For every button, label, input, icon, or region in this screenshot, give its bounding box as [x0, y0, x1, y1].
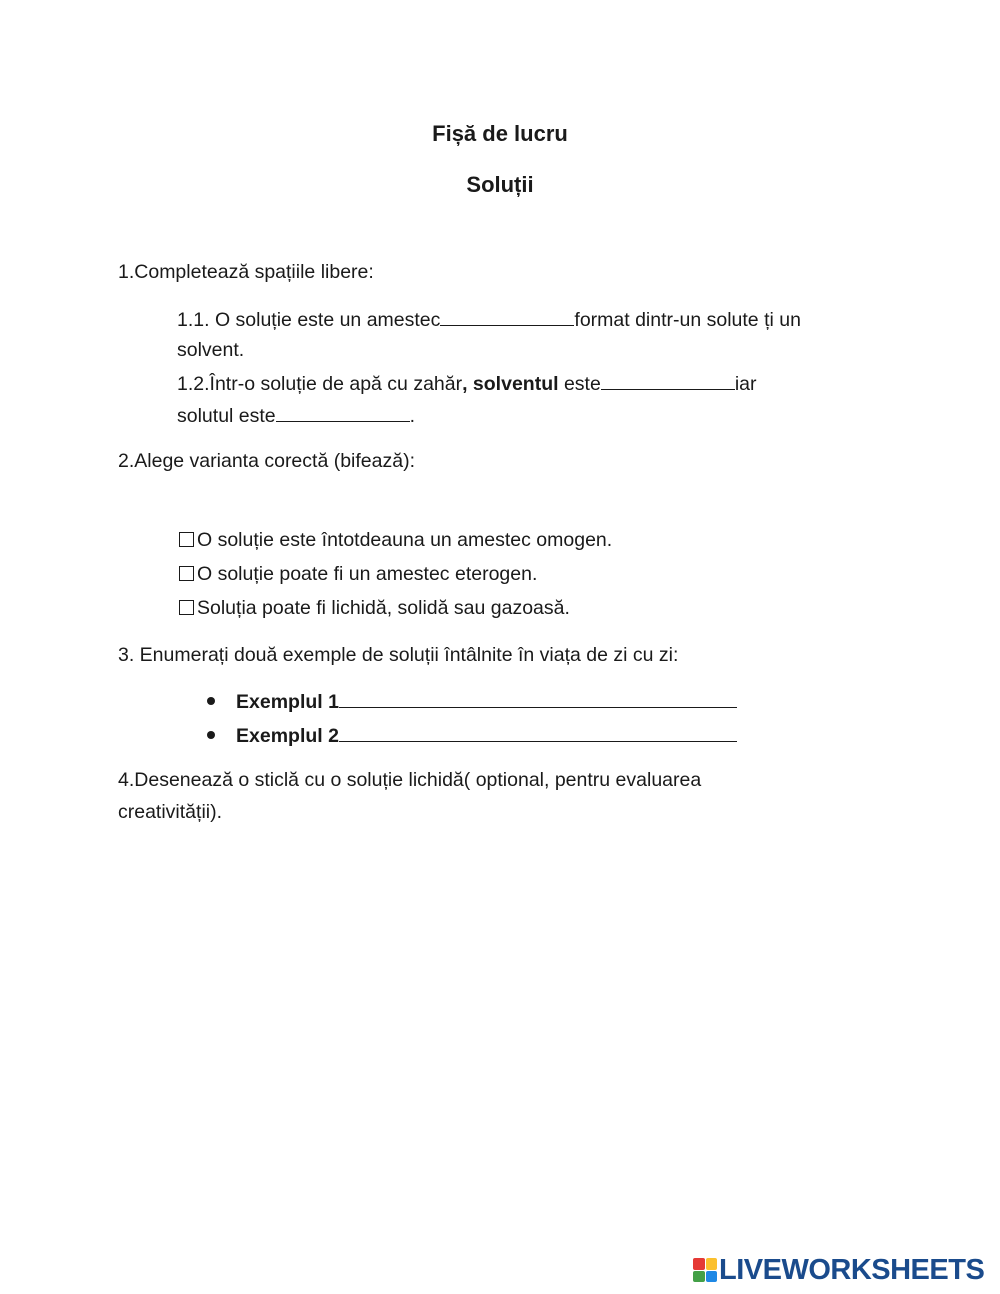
- logo-brand-text: LIVEWORKSHEETS: [719, 1253, 985, 1286]
- question-3-prompt: 3. Enumerați două exemple de soluții întâlnite în viața de zi cu zi:: [118, 644, 679, 666]
- answer-blank-example-1[interactable]: [339, 691, 737, 708]
- question-1-2-text-after: iar: [734, 373, 757, 395]
- page-subtitle: Soluții: [466, 172, 534, 197]
- option-row: [179, 531, 612, 551]
- answer-blank-1-1[interactable]: [440, 309, 574, 326]
- logo-square-yellow: [706, 1258, 718, 1270]
- question-1-1-line: [177, 309, 801, 331]
- option-row: [179, 599, 570, 619]
- question-1-2-wrap: [177, 405, 415, 427]
- question-1-2-text-before: 1.2.Într-o soluție de apă cu zahăr: [177, 373, 463, 395]
- question-1-2-wrap-before: solutul este: [177, 405, 276, 427]
- checkbox[interactable]: [179, 532, 194, 547]
- checkbox[interactable]: [179, 566, 194, 581]
- question-2-prompt: 2.Alege varianta corectă (bifează):: [118, 450, 415, 472]
- example-row: [236, 725, 737, 747]
- question-1-1-text-before: 1.1. O soluție este un amestec: [177, 309, 441, 331]
- example-label: Exemplul 1: [236, 691, 339, 713]
- question-4-prompt-line1: 4.Desenează o sticlă cu o soluție lichidă( optional, pentru evaluarea: [118, 769, 702, 791]
- question-1-2-wrap-after: .: [409, 405, 416, 427]
- logo-square-green: [693, 1271, 705, 1283]
- question-1-2-bold: , solventul: [462, 373, 559, 395]
- question-1-2-line: [177, 373, 756, 395]
- checkbox[interactable]: [179, 600, 194, 615]
- question-1-1-wrap: solvent.: [177, 339, 245, 361]
- page-title: Fișă de lucru: [432, 121, 568, 146]
- logo-square-blue: [706, 1271, 718, 1283]
- question-1-2-text-mid: este: [558, 373, 601, 395]
- example-row: [236, 691, 737, 713]
- logo-squares-icon: [693, 1258, 717, 1282]
- question-1-1-text-after: format dintr-un solute ți un: [574, 309, 801, 331]
- liveworksheets-logo: [693, 1253, 985, 1286]
- bullet-icon: [207, 731, 215, 739]
- answer-blank-1-2a[interactable]: [601, 373, 735, 390]
- option-label: O soluție este întotdeauna un amestec omogen.: [197, 529, 613, 551]
- answer-blank-example-2[interactable]: [339, 725, 737, 742]
- option-row: [179, 565, 537, 585]
- example-label: Exemplul 2: [236, 725, 339, 747]
- bullet-icon: [207, 697, 215, 705]
- question-4-prompt-line2: creativității).: [118, 801, 223, 823]
- option-label: O soluție poate fi un amestec eterogen.: [197, 563, 538, 585]
- logo-square-red: [693, 1258, 705, 1270]
- answer-blank-1-2b[interactable]: [276, 405, 410, 422]
- question-1-prompt: 1.Completează spațiile libere:: [118, 261, 374, 283]
- option-label: Soluția poate fi lichidă, solidă sau gazoasă.: [197, 597, 570, 619]
